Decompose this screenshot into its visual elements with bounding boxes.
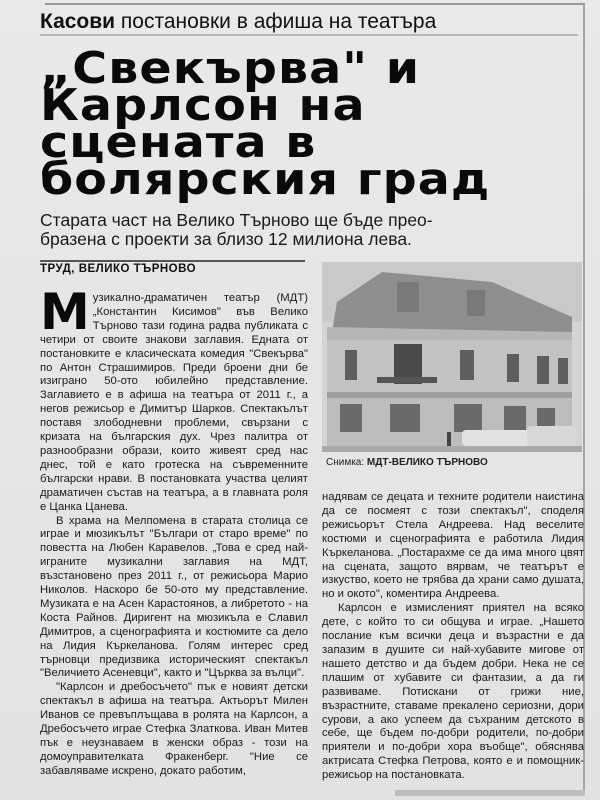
headline-line: Карлсон на [40,80,366,131]
kicker-bold: Касови [40,10,116,33]
paragraph: В храма на Мелпомена в старата столица се играе и мюзикълът "Българи от старо време" по повестта на Любен Каравелов. „Това е сред най-игранитe музикални заглавия на МДТ, възстановено през 2011 г., от режисьора Марио Николов. Наскоро бе 50-ото му представление. Музиката е на Асен Карастоянов, а либретото - на Коста Райнов. Диригент на мюзикъла е Славил Димитров, а сценографията и костюмите са дело на Лидия Къркеланова. Голям интерес сред търновци предизвика историческият спектакъл "Величието Асеневци", както и "Църква за вълци". [40,514,308,680]
paragraph: "Карлсон и дребосъчето" пък е новият детски спектакъл в афиша на театъра. Актьорът Милен Иванов се превъплъщава в ролята на Карлсон, а Дребосъчето играе Стефка Златкова. Иван Митев пък е неузнаваем в женски образ - този на домоуправителката Фракенберг. "Ние се забавляваме искрено, докато работим, [40,681,308,777]
headline-line: болярския град [40,154,491,205]
photo-caption [326,457,488,468]
article-column-right [322,491,584,783]
dropcap: М [40,283,90,341]
paragraph: Музикално-драматичен театър (МДТ) „Константин Кисимов" във Велико Търново тази година радва публиката с четири от своите знакови заглавия. Едната от постановките е класическата комедия "Свекърва" по Антон Страшимиров. Преди броени дни бе изиграно 50-ото юбилейно представление. Заглавието е в афиша на театъра от 2011 г., а негов режисьор е Димитър Шарков. Спектакълът поставя злободневни проблеми, свързани с кризата на българския дух. Чрез палитра от разнообразни образи, които живеят сред нас днес, той е като гротеска на съвременните български нрави. В постановката участва целият драматичен състав на театъра, а в главната роля е Цанка Цанева. [40,283,308,513]
kicker-rest: постановки в афиша на театъра [115,10,437,33]
headline [40,43,600,205]
deck-line: Старата част на Велико Търново ще бъде прео- [40,210,433,230]
headline-line: сцената в [40,117,317,168]
bottom-shade [395,790,585,796]
headline-line: „Свекърва" и [40,43,421,94]
top-rule [45,3,585,5]
deck-line: бразена с проекти за близо 12 милиона лева. [40,229,412,249]
paragraph: надявам се децата и техните родители наистина да се посмеят с този спектакъл", споделя режисьорът Стела Андреева. Над веселите костюми и сценографията е работила Лидия Къркеланова. „Постарахме се да има много цвят на сцената, защото вярвам, че театърът е изкуство, което не трябва да храни само душата, но и окото", коментира Андреева. [322,491,584,601]
kicker [40,10,578,36]
byline: ТРУД, ВЕЛИКО ТЪРНОВО [40,263,197,275]
byline-rule [40,260,305,262]
article-column-left [40,283,308,779]
deck-subheadline [40,211,570,249]
caption-label: Снимка: [326,457,365,468]
caption-credit: МДТ-ВЕЛИКО ТЪРНОВО [364,457,488,468]
theatre-building-photo [322,262,582,452]
paragraph: Карлсон е измисленият приятел на всяко дете, с който то си общува и играе. „Нашето послание към всички деца и възрастни е да запазим в душите си най-хубавите мигове от нашето детство и да бъдем добри. Нека не се плашим от хубавите си фантазии, а да ги развиваме. Потискани от грижи ние, възрастните, ставаме прекалено сериозни, дори сурови, а ако успеем да съхраним детското в себе, ще бъдем по-добри родители, по-добри приятели и по-добри хора въобще", обяснява актрисата Стефка Петрова, която е и помощник-режисьор на постановката. [322,602,584,782]
